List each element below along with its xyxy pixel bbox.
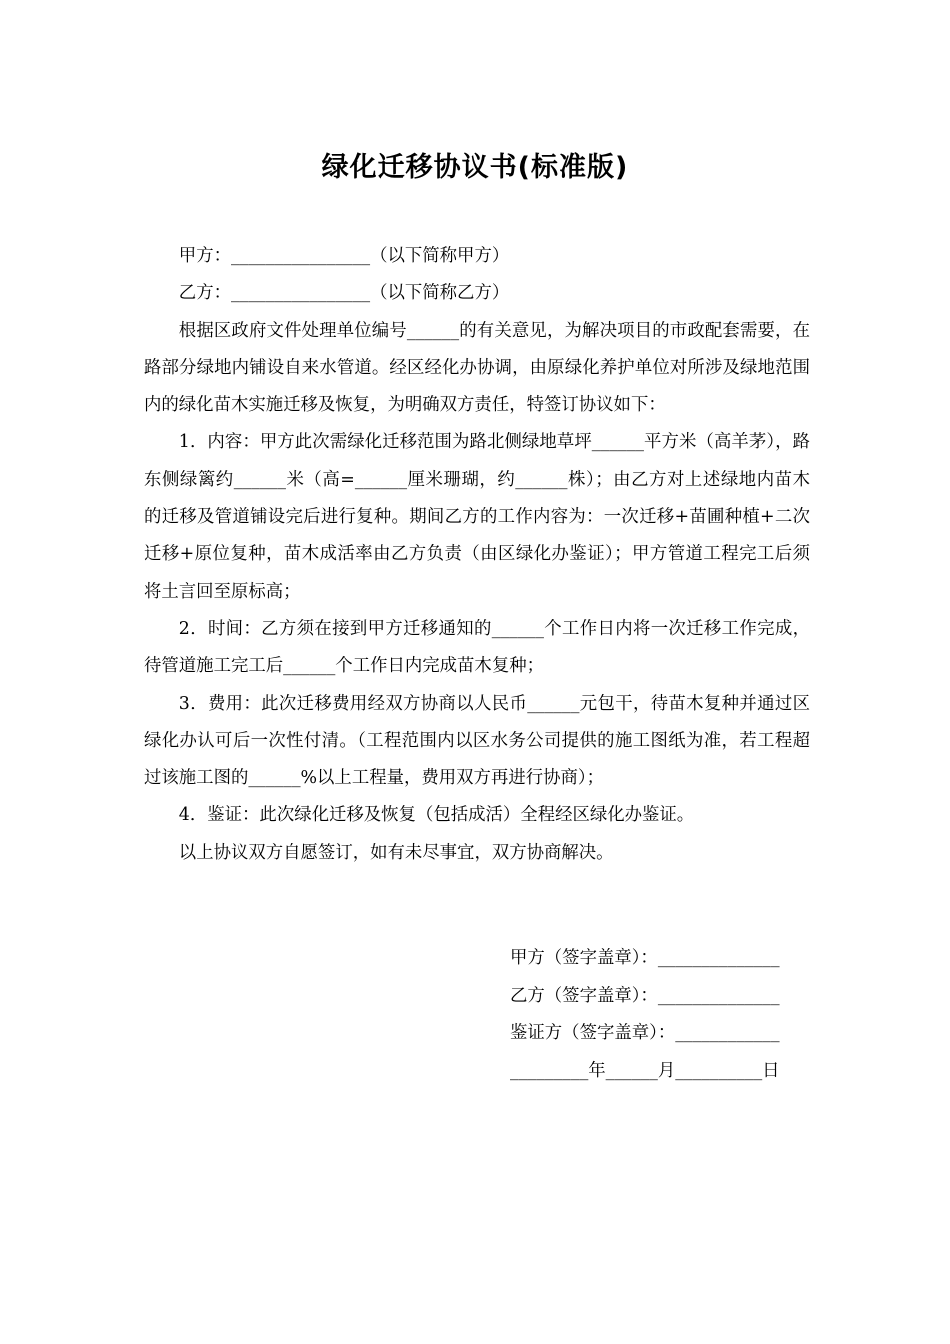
signature-party-a: 甲方（签字盖章）：______________ — [510, 948, 780, 968]
clause-content: 1．内容：甲方此次需绿化迁移范围为路北侧绿地草坪______平方米（高羊茅），路东侧绿篱约______米（高=______厘米珊瑚，约______株）；由乙方对上述绿地内苗木的迁移及管道铺设完后进行复种。期间乙方的工作内容为：一次迁移+苗圃种植+二次迁移+原位复种，苗木成活率由乙方负责（由区绿化办鉴证）；甲方管道工程完工后须将土言回至原标高； — [144, 432, 810, 602]
clause-time: 2．时间：乙方须在接到甲方迁移通知的______个工作日内将一次迁移工作完成，待管道施工完工后______个工作日内完成苗木复种； — [144, 618, 810, 677]
signature-date: _________年______月__________日 — [510, 1060, 780, 1081]
preamble-paragraph: 根据区政府文件处理单位编号______的有关意见，为解决项目的市政配套需要，在路部分绿地内铺设自来水管道。经区经化办协调，由原绿化养护单位对所涉及绿地范围内的绿化苗木实施迁移及恢复，为明确双方责任，特签订协议如下： — [144, 320, 810, 416]
signature-verifier: 鉴证方（签字盖章）：____________ — [510, 1023, 780, 1043]
party-a-line: 甲方：________________（以下简称甲方） — [178, 246, 510, 266]
clause-fee: 3．费用：此次迁移费用经双方协商以人民币______元包干，待苗木复种并通过区绿化办认可后一次性付清。（工程范围内以区水务公司提供的施工图纸为准，若工程超过该施工图的______%以上工程量，费用双方再进行协商）； — [144, 693, 810, 789]
closing-paragraph: 以上协议双方自愿签订，如有未尽事宜，双方协商解决。 — [178, 842, 614, 863]
document-body — [144, 238, 810, 872]
signature-block — [510, 940, 810, 1090]
signature-party-b: 乙方（签字盖章）：______________ — [510, 985, 780, 1006]
document-title: 绿化迁移协议书(标准版) — [321, 152, 629, 183]
clause-verification: 4．鉴证：此次绿化迁移及恢复（包括成活）全程经区绿化办鉴证。 — [178, 805, 695, 826]
party-b-line: 乙方：________________（以下简称乙方） — [178, 283, 510, 304]
